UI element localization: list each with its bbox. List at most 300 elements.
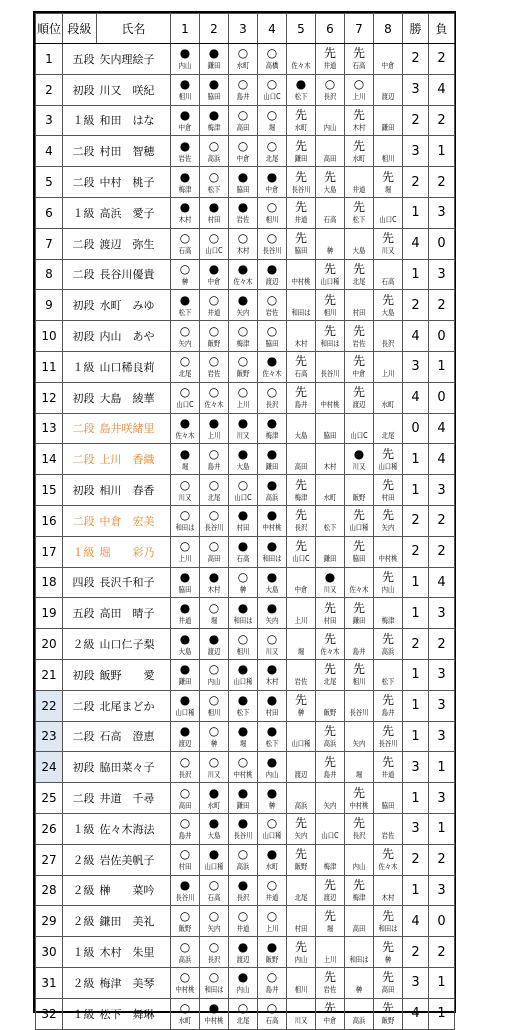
player-name: 相川 春香 <box>97 475 171 506</box>
table-row <box>36 44 455 75</box>
result-cell <box>287 105 316 136</box>
table-row <box>36 167 455 198</box>
result-cell <box>258 752 287 783</box>
loss-count: 1 <box>429 998 455 1029</box>
result-cell <box>171 167 200 198</box>
result-mark: 先 <box>352 261 365 276</box>
opponent-name: 中倉 <box>207 276 221 286</box>
result-mark: ● <box>266 415 278 430</box>
result-mark: 先 <box>294 107 307 122</box>
result-mark: ○ <box>179 970 191 985</box>
result-cell <box>200 444 229 475</box>
result-mark: ○ <box>208 231 220 246</box>
result-mark: ● <box>266 723 278 738</box>
result-mark: 先 <box>352 508 365 523</box>
opponent-name: 水町 <box>236 61 250 71</box>
result-mark: 先 <box>323 261 336 276</box>
standings-sheet <box>33 11 456 1026</box>
rank-cell: 21 <box>36 659 63 690</box>
result-mark: ● <box>208 816 220 831</box>
opponent-name: 堀 <box>210 615 218 625</box>
opponent-name: 和田は <box>262 554 282 564</box>
grade-cell: １級 <box>63 937 97 968</box>
result-mark: ○ <box>237 569 249 584</box>
result-mark: 先 <box>381 754 394 769</box>
result-cell <box>171 906 200 937</box>
result-mark <box>287 724 315 738</box>
result-cell <box>345 44 374 75</box>
result-cell <box>374 752 403 783</box>
result-mark: ○ <box>179 754 191 769</box>
table-row <box>36 505 455 536</box>
win-count: 3 <box>403 967 429 998</box>
result-cell <box>200 752 229 783</box>
rank-cell: 4 <box>36 136 63 167</box>
result-mark: 先 <box>323 169 336 184</box>
result-mark: ○ <box>179 508 191 523</box>
result-mark <box>316 940 344 954</box>
opponent-name: 北尾 <box>178 369 192 379</box>
result-cell <box>374 351 403 382</box>
result-cell <box>171 875 200 906</box>
grade-cell: 二段 <box>63 690 97 721</box>
result-mark: 先 <box>323 970 336 985</box>
rank-cell: 10 <box>36 321 63 352</box>
rank-cell: 30 <box>36 937 63 968</box>
loss-count: 3 <box>429 721 455 752</box>
result-mark: ● <box>266 261 278 276</box>
result-mark: ● <box>179 415 191 430</box>
opponent-name: 島井 <box>294 400 308 410</box>
opponent-name: 飯野 <box>207 338 221 348</box>
result-cell <box>200 290 229 321</box>
opponent-name: 水町 <box>265 862 279 872</box>
result-cell <box>287 598 316 629</box>
result-cell <box>287 290 316 321</box>
result-cell <box>316 536 345 567</box>
rank-cell: 2 <box>36 74 63 105</box>
opponent-name: 梅津 <box>207 122 221 132</box>
result-mark: 先 <box>323 1001 336 1016</box>
table-row <box>36 690 455 721</box>
table-row <box>36 259 455 290</box>
table-row <box>36 906 455 937</box>
grade-cell: 二段 <box>63 259 97 290</box>
result-cell <box>287 690 316 721</box>
opponent-name: 井道 <box>352 184 366 194</box>
rank-cell: 31 <box>36 967 63 998</box>
result-mark: ● <box>266 446 278 461</box>
result-mark <box>374 324 402 338</box>
opponent-name: 岩佐 <box>352 338 366 348</box>
opponent-name: 相川 <box>236 646 250 656</box>
result-cell <box>374 844 403 875</box>
result-cell <box>229 875 258 906</box>
opponent-name: 堀 <box>384 184 392 194</box>
result-mark <box>287 662 315 676</box>
table-row <box>36 351 455 382</box>
result-cell <box>258 105 287 136</box>
result-mark <box>374 385 402 399</box>
opponent-name: 堀 <box>181 461 189 471</box>
result-cell <box>200 259 229 290</box>
result-mark: 先 <box>381 292 394 307</box>
loss-count: 2 <box>429 505 455 536</box>
opponent-name: 高浜 <box>236 862 250 872</box>
opponent-name: 和田は <box>349 954 369 964</box>
result-mark: 先 <box>323 662 336 677</box>
result-mark: ○ <box>237 138 249 153</box>
opponent-name: 山口稀 <box>262 831 282 841</box>
result-mark <box>316 847 344 861</box>
result-cell <box>345 105 374 136</box>
opponent-name: 大島 <box>352 246 366 256</box>
player-name: 矢内理絵子 <box>97 44 171 75</box>
result-mark: ● <box>208 631 220 646</box>
opponent-name: 松下 <box>236 708 250 718</box>
result-mark: 先 <box>323 877 336 892</box>
opponent-name: 相川 <box>207 708 221 718</box>
result-cell <box>316 598 345 629</box>
grade-cell: 五段 <box>63 598 97 629</box>
opponent-name: 高浜 <box>265 492 279 502</box>
result-mark: 先 <box>294 231 307 246</box>
result-cell <box>345 136 374 167</box>
result-mark: ○ <box>266 1001 278 1016</box>
result-mark: ● <box>266 754 278 769</box>
result-cell <box>316 967 345 998</box>
result-mark: ○ <box>179 816 191 831</box>
opponent-name: 石高 <box>265 1016 279 1026</box>
opponent-name: 松下 <box>323 523 337 533</box>
result-cell <box>374 937 403 968</box>
result-mark: ○ <box>208 385 220 400</box>
table-row <box>36 536 455 567</box>
loss-count: 4 <box>429 444 455 475</box>
opponent-name: 長谷川 <box>320 369 340 379</box>
opponent-name: 和田は <box>320 338 340 348</box>
loss-count: 2 <box>429 167 455 198</box>
result-mark: 先 <box>381 169 394 184</box>
opponent-name: 高田 <box>352 923 366 933</box>
result-mark <box>316 539 344 553</box>
result-mark <box>374 416 402 430</box>
result-mark: ○ <box>266 816 278 831</box>
opponent-name: 長沢 <box>207 954 221 964</box>
result-mark: 先 <box>352 46 365 61</box>
result-mark: ● <box>237 662 249 677</box>
opponent-name: 長沢 <box>352 831 366 841</box>
table-row <box>36 629 455 660</box>
opponent-name: 飯野 <box>294 862 308 872</box>
opponent-name: 矢内 <box>381 523 395 533</box>
result-mark: ● <box>208 77 220 92</box>
opponent-name: 渡辺 <box>207 646 221 656</box>
rank-cell: 1 <box>36 44 63 75</box>
result-mark: ● <box>237 816 249 831</box>
opponent-name: 矢内 <box>352 738 366 748</box>
opponent-name: 堀 <box>297 646 305 656</box>
opponent-name: 内山 <box>178 61 192 71</box>
result-mark: 先 <box>323 723 336 738</box>
result-mark: ○ <box>208 446 220 461</box>
result-mark <box>374 139 402 153</box>
result-mark: 先 <box>352 107 365 122</box>
result-mark: ● <box>179 138 191 153</box>
result-mark <box>345 755 373 769</box>
result-cell <box>258 937 287 968</box>
result-cell <box>287 752 316 783</box>
result-cell <box>287 505 316 536</box>
table-row <box>36 136 455 167</box>
opponent-name: 山口C <box>350 430 368 440</box>
result-cell <box>374 259 403 290</box>
win-count: 4 <box>403 321 429 352</box>
player-name: 山口稀良莉 <box>97 351 171 382</box>
opponent-name: 佐々木 <box>262 369 282 379</box>
grade-cell: ２級 <box>63 629 97 660</box>
player-name: 大島 綾華 <box>97 382 171 413</box>
table-row <box>36 321 455 352</box>
result-cell <box>316 690 345 721</box>
opponent-name: 渡辺 <box>381 92 395 102</box>
result-cell <box>258 813 287 844</box>
table-body <box>36 44 455 1030</box>
opponent-name: 佐々木 <box>291 61 311 71</box>
opponent-name: 渡辺 <box>236 954 250 964</box>
opponent-name: 長沢 <box>236 892 250 902</box>
opponent-name: 上川 <box>294 615 308 625</box>
opponent-name: 川又 <box>178 492 192 502</box>
opponent-name: 相川 <box>352 677 366 687</box>
result-cell <box>345 629 374 660</box>
player-name: 村田 智穂 <box>97 136 171 167</box>
opponent-name: 長谷川 <box>233 831 253 841</box>
result-mark: 先 <box>352 200 365 215</box>
result-cell <box>316 351 345 382</box>
opponent-name: 川又 <box>294 1016 308 1026</box>
opponent-name: 川又 <box>265 646 279 656</box>
result-mark: 先 <box>352 600 365 615</box>
result-cell <box>258 690 287 721</box>
rank-cell: 15 <box>36 475 63 506</box>
result-cell <box>258 475 287 506</box>
result-cell <box>316 44 345 75</box>
opponent-name: 大島 <box>236 461 250 471</box>
opponent-name: 上川 <box>381 369 395 379</box>
grade-cell: 五段 <box>63 44 97 75</box>
result-mark: ○ <box>237 908 249 923</box>
win-count: 2 <box>403 105 429 136</box>
grade-cell: 四段 <box>63 567 97 598</box>
loss-count: 3 <box>429 875 455 906</box>
result-cell <box>287 813 316 844</box>
opponent-name: 中村桃 <box>349 800 369 810</box>
opponent-name: 矢内 <box>236 307 250 317</box>
result-mark: ● <box>266 539 278 554</box>
result-cell <box>258 351 287 382</box>
result-cell <box>345 413 374 444</box>
opponent-name: 高浜 <box>178 954 192 964</box>
result-cell <box>316 444 345 475</box>
result-mark <box>316 108 344 122</box>
result-cell <box>229 536 258 567</box>
opponent-name: 堀 <box>239 738 247 748</box>
grade-cell: 二段 <box>63 228 97 259</box>
grade-cell: 初段 <box>63 74 97 105</box>
result-cell <box>316 321 345 352</box>
opponent-name: 榊 <box>181 276 189 286</box>
result-mark: ● <box>179 292 191 307</box>
result-mark: ● <box>266 693 278 708</box>
result-cell <box>316 937 345 968</box>
result-cell <box>345 598 374 629</box>
player-name: 石高 澄恵 <box>97 721 171 752</box>
opponent-name: 脇田 <box>265 338 279 348</box>
result-cell <box>345 813 374 844</box>
result-cell <box>287 536 316 567</box>
loss-count: 1 <box>429 136 455 167</box>
player-name: 川又 咲紀 <box>97 74 171 105</box>
win-count: 3 <box>403 136 429 167</box>
result-mark: ● <box>237 600 249 615</box>
rank-cell: 27 <box>36 844 63 875</box>
result-mark <box>287 878 315 892</box>
grade-cell: １級 <box>63 998 97 1029</box>
win-count: 1 <box>403 444 429 475</box>
loss-count: 4 <box>429 413 455 444</box>
loss-count: 3 <box>429 475 455 506</box>
rank-cell: 29 <box>36 906 63 937</box>
rank-cell: 13 <box>36 413 63 444</box>
result-mark: ● <box>208 46 220 61</box>
result-cell <box>374 413 403 444</box>
result-mark: ● <box>179 446 191 461</box>
result-cell <box>229 136 258 167</box>
result-cell <box>229 259 258 290</box>
result-mark: 先 <box>381 508 394 523</box>
result-cell <box>287 567 316 598</box>
opponent-name: 高田 <box>381 985 395 995</box>
result-mark: ● <box>237 723 249 738</box>
result-cell <box>345 659 374 690</box>
result-cell <box>316 875 345 906</box>
result-mark <box>374 662 402 676</box>
result-cell <box>287 228 316 259</box>
opponent-name: 松下 <box>265 738 279 748</box>
rank-cell: 5 <box>36 167 63 198</box>
opponent-name: 榊 <box>384 954 392 964</box>
result-mark: 先 <box>352 385 365 400</box>
result-mark: 先 <box>294 138 307 153</box>
result-mark: ● <box>237 877 249 892</box>
table-row <box>36 875 455 906</box>
opponent-name: 水町 <box>294 122 308 132</box>
result-mark: 先 <box>381 477 394 492</box>
result-cell <box>345 444 374 475</box>
result-cell <box>374 967 403 998</box>
opponent-name: 鎌田 <box>178 677 192 687</box>
result-cell <box>229 783 258 814</box>
win-count: 1 <box>403 875 429 906</box>
result-mark: ○ <box>179 477 191 492</box>
result-mark: ○ <box>208 723 220 738</box>
opponent-name: 高田 <box>236 122 250 132</box>
result-mark: ○ <box>208 939 220 954</box>
result-cell <box>229 382 258 413</box>
opponent-name: 矢内 <box>178 338 192 348</box>
result-mark: 先 <box>381 939 394 954</box>
result-mark: 先 <box>323 292 336 307</box>
opponent-name: 松下 <box>352 215 366 225</box>
loss-count: 2 <box>429 105 455 136</box>
result-cell <box>316 783 345 814</box>
opponent-name: 高浜 <box>207 153 221 163</box>
result-cell <box>374 659 403 690</box>
player-name: 和田 はな <box>97 105 171 136</box>
player-name: 山口仁子梨 <box>97 629 171 660</box>
win-count: 4 <box>403 906 429 937</box>
table-row <box>36 998 455 1029</box>
header-rank: 順位 <box>36 14 63 44</box>
result-mark: 先 <box>323 600 336 615</box>
result-mark: ○ <box>208 539 220 554</box>
result-cell <box>171 967 200 998</box>
result-mark <box>287 970 315 984</box>
player-name: 水町 みゆ <box>97 290 171 321</box>
opponent-name: 水町 <box>178 1016 192 1026</box>
result-mark: ○ <box>237 385 249 400</box>
opponent-name: 井道 <box>323 61 337 71</box>
player-name: 長谷川優貴 <box>97 259 171 290</box>
result-cell <box>200 44 229 75</box>
result-mark <box>374 354 402 368</box>
result-cell <box>374 444 403 475</box>
grade-cell: 初段 <box>63 382 97 413</box>
result-cell <box>374 875 403 906</box>
opponent-name: 村田 <box>207 215 221 225</box>
grade-cell: １級 <box>63 536 97 567</box>
opponent-name: 佐々木 <box>175 430 195 440</box>
result-mark: ● <box>179 77 191 92</box>
result-cell <box>258 74 287 105</box>
table-row <box>36 721 455 752</box>
result-cell <box>316 475 345 506</box>
opponent-name: 佐々木 <box>320 646 340 656</box>
opponent-name: 石高 <box>178 246 192 256</box>
opponent-name: 鎌田 <box>323 554 337 564</box>
result-mark: ○ <box>179 847 191 862</box>
opponent-name: 梅津 <box>381 615 395 625</box>
win-count: 1 <box>403 475 429 506</box>
result-cell <box>229 598 258 629</box>
result-cell <box>171 721 200 752</box>
result-cell <box>258 967 287 998</box>
loss-count: 1 <box>429 813 455 844</box>
result-mark: ○ <box>208 292 220 307</box>
opponent-name: 山口稀 <box>204 862 224 872</box>
result-cell <box>171 937 200 968</box>
opponent-name: 堀 <box>268 122 276 132</box>
opponent-name: 内山 <box>207 677 221 687</box>
result-cell <box>287 413 316 444</box>
result-mark <box>316 200 344 214</box>
result-cell <box>200 228 229 259</box>
opponent-name: 長谷川 <box>262 246 282 256</box>
opponent-name: 山口C <box>379 215 397 225</box>
table-row <box>36 752 455 783</box>
result-cell <box>171 351 200 382</box>
